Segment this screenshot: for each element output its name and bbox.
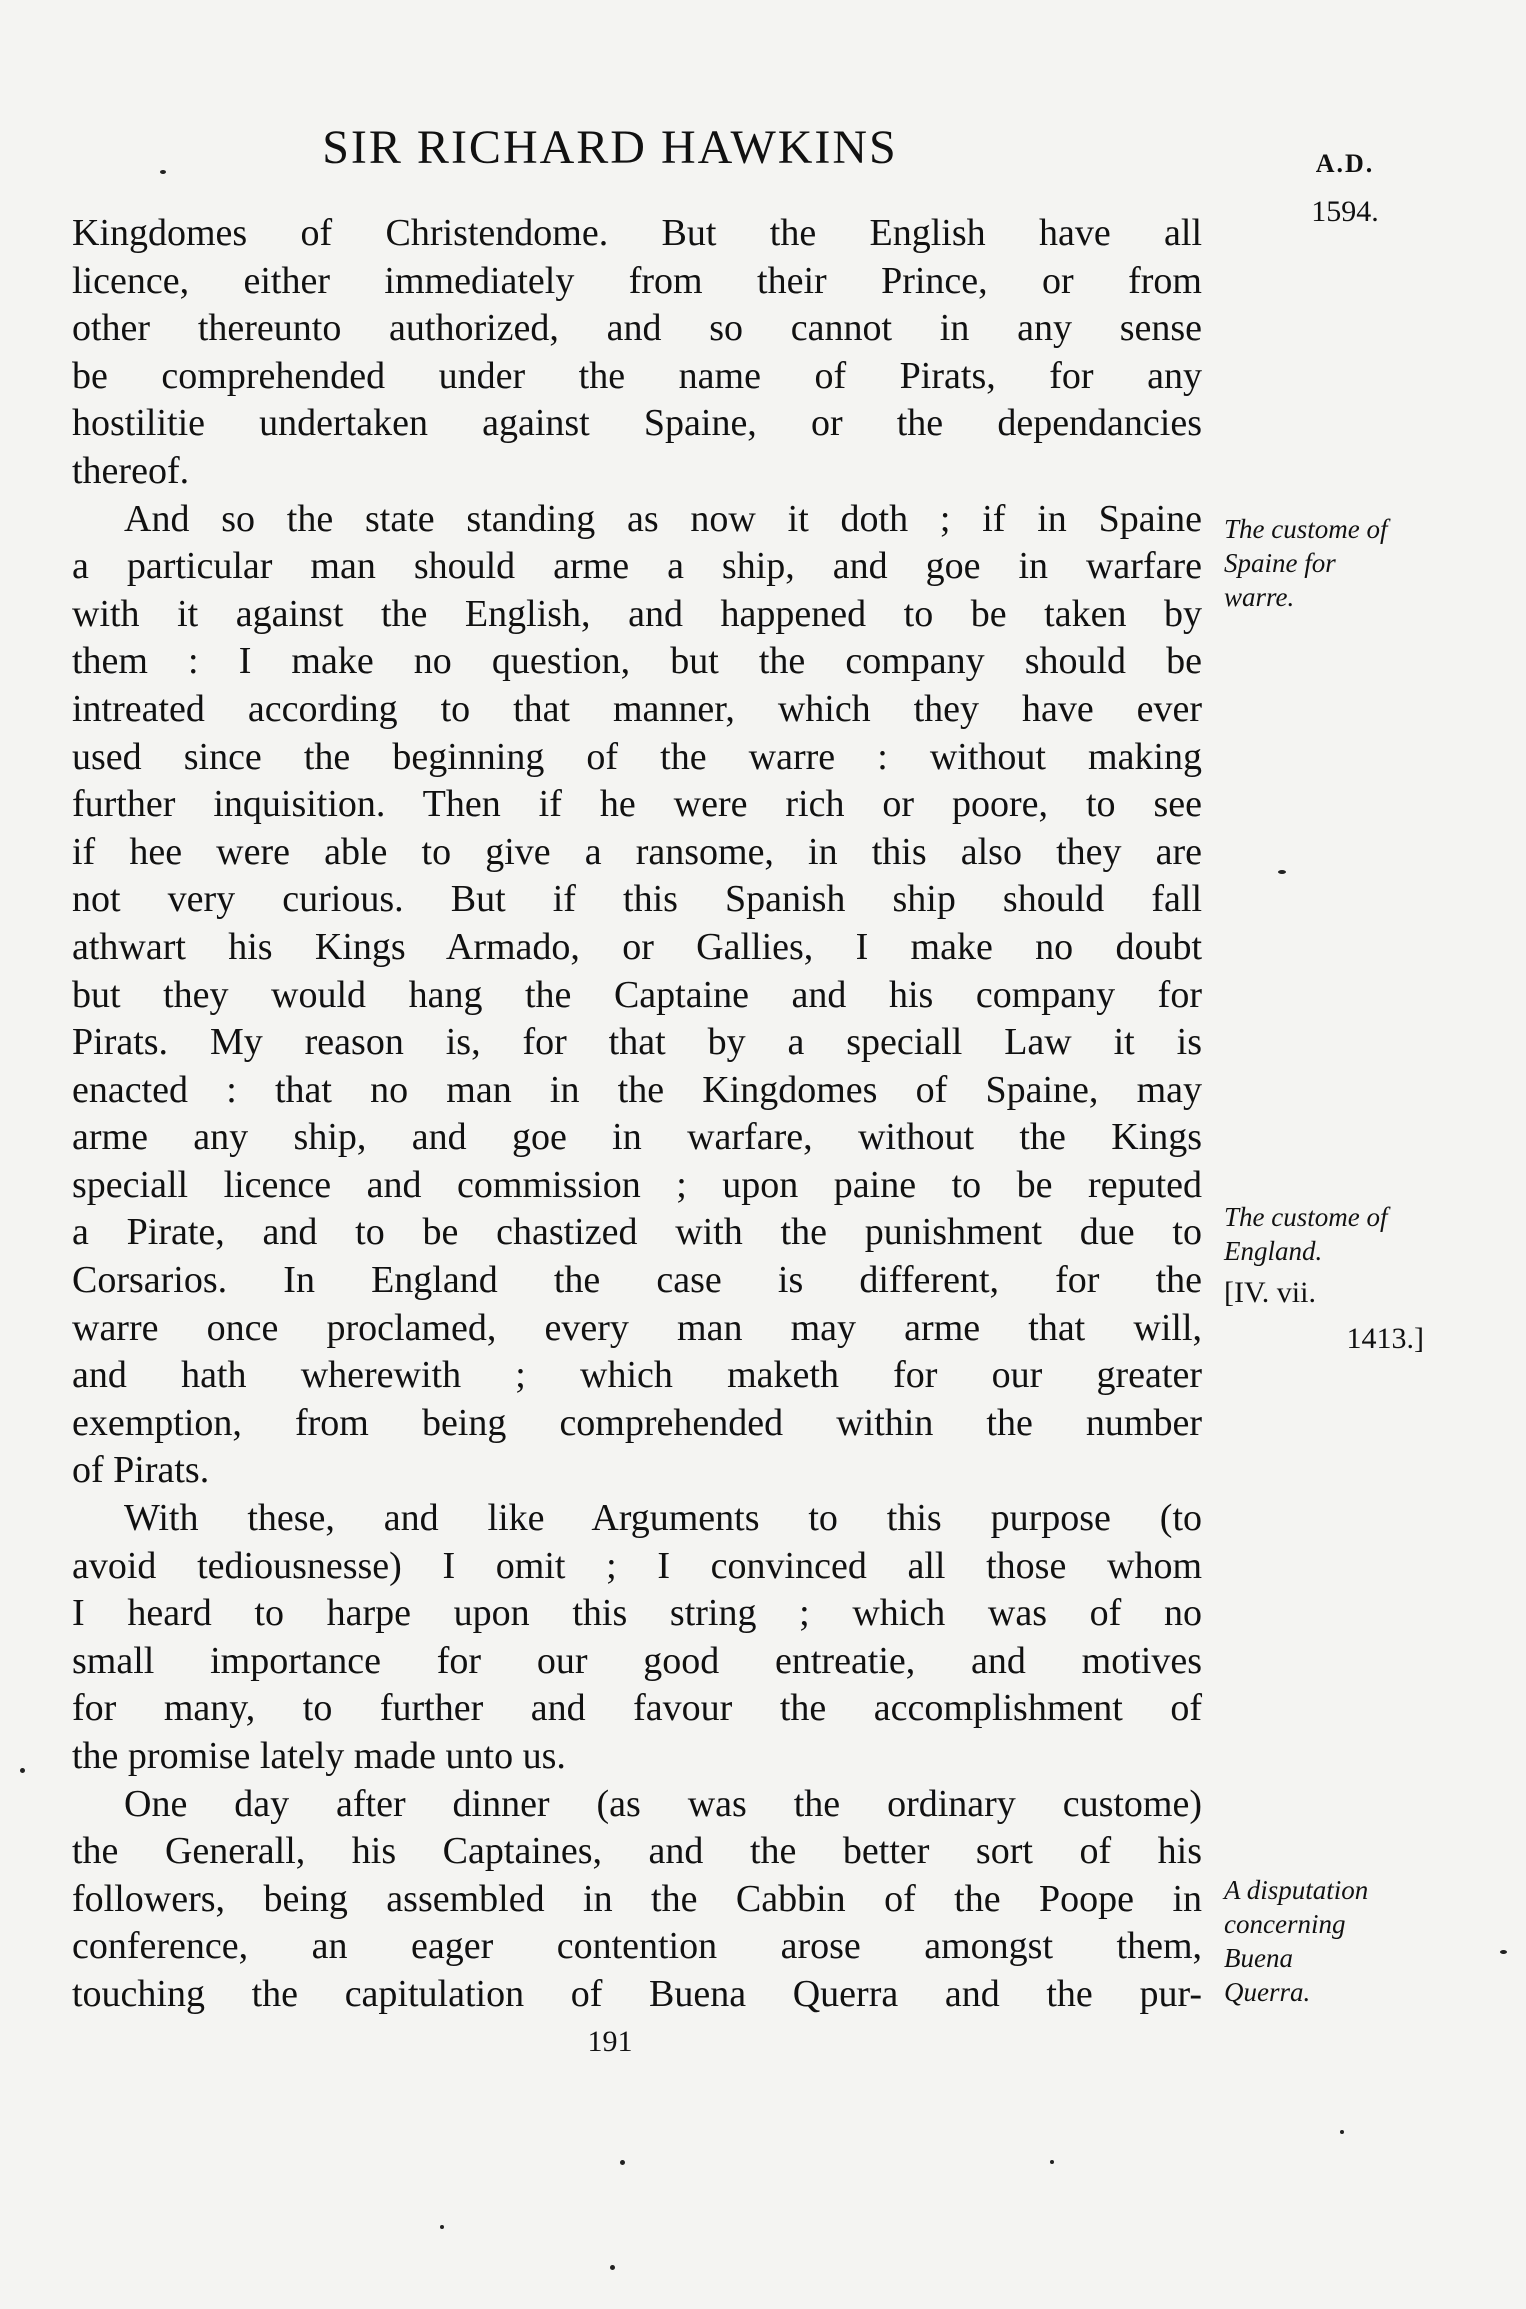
text-line: of Pirats. bbox=[72, 1449, 210, 1492]
scan-speck bbox=[610, 2265, 615, 2270]
running-head: SIR RICHARD HAWKINS bbox=[322, 121, 898, 174]
margin-note-england bbox=[1224, 1200, 1454, 1268]
margin-note-disputation bbox=[1224, 1873, 1454, 2009]
text-line: speciall licence and commission ; upon paine to be reputed bbox=[72, 1163, 1202, 1206]
text-line: with it against the English, and happened to be taken by bbox=[72, 592, 1202, 635]
text-line: conference, an eager contention arose amongst them, bbox=[72, 1925, 1202, 1968]
text-line: hostilitie undertaken against Spaine, or the dependancies bbox=[72, 402, 1202, 445]
text-line: them : I make no question, but the company should be bbox=[72, 640, 1202, 683]
side-date-year: 1594. bbox=[1311, 195, 1379, 228]
scan-speck bbox=[1340, 2130, 1344, 2134]
margin-ref-line: 1413.] bbox=[1346, 1322, 1424, 1355]
text-line: used since the beginning of the warre : without making bbox=[72, 735, 1202, 778]
scan-speck bbox=[440, 2225, 444, 2229]
scan-speck bbox=[1500, 1950, 1507, 1954]
text-line: and hath wherewith ; which maketh for our greater bbox=[72, 1354, 1202, 1397]
margin-note-line: warre. bbox=[1224, 582, 1295, 612]
text-line: the promise lately made unto us. bbox=[72, 1735, 566, 1777]
text-line: arme any ship, and goe in warfare, without the Kings bbox=[72, 1116, 1202, 1159]
text-line: but they would hang the Captaine and his company for bbox=[72, 973, 1202, 1016]
text-line: I heard to harpe upon this string ; which was of no bbox=[72, 1592, 1202, 1635]
text-line: One day after dinner (as was the ordinary custome) bbox=[124, 1782, 1202, 1825]
text-line: followers, being assembled in the Cabbin of the Poope in bbox=[72, 1877, 1202, 1920]
scan-speck bbox=[20, 1768, 25, 1773]
text-line: a Pirate, and to be chastized with the punishment due to bbox=[72, 1211, 1202, 1254]
margin-note-line: The custome of bbox=[1224, 514, 1388, 544]
scan-speck bbox=[620, 2160, 625, 2165]
margin-volume-reference bbox=[1224, 1270, 1424, 1362]
body-text bbox=[72, 210, 1202, 2019]
text-line: Pirats. My reason is, for that by a speciall Law it is bbox=[72, 1021, 1202, 1064]
scan-speck bbox=[160, 170, 166, 174]
text-line: avoid tediousnesse) I omit ; I convinced all those whom bbox=[72, 1544, 1202, 1587]
text-line: for many, to further and favour the accomplishment of bbox=[72, 1687, 1202, 1730]
text-line: touching the capitulation of Buena Querra and the pur- bbox=[72, 1972, 1202, 2015]
text-line: not very curious. But if this Spanish ship should fall bbox=[72, 878, 1202, 921]
scan-speck bbox=[1050, 2160, 1054, 2164]
margin-ref-line: [IV. vii. bbox=[1224, 1276, 1316, 1309]
text-line: athwart his Kings Armado, or Gallies, I make no doubt bbox=[72, 925, 1202, 968]
side-date bbox=[1290, 140, 1400, 236]
margin-note-line: England. bbox=[1224, 1236, 1323, 1266]
text-line: thereof. bbox=[72, 449, 190, 492]
text-line: small importance for our good entreatie, and motives bbox=[72, 1639, 1202, 1682]
text-line: the Generall, his Captaines, and the better sort of his bbox=[72, 1830, 1202, 1873]
text-line: intreated according to that manner, which they have ever bbox=[72, 687, 1202, 730]
scan-speck bbox=[1278, 870, 1286, 874]
margin-note-line: Querra. bbox=[1224, 1977, 1311, 2007]
margin-note-line: The custome of bbox=[1224, 1202, 1388, 1232]
text-line: warre once proclamed, every man may arme that will, bbox=[72, 1306, 1202, 1349]
text-line: if hee were able to give a ransome, in this also they are bbox=[72, 830, 1202, 873]
text-line: other thereunto authorized, and so cannot in any sense bbox=[72, 307, 1202, 350]
margin-note-line: Spaine for bbox=[1224, 548, 1336, 578]
margin-note-line: concerning bbox=[1224, 1909, 1346, 1939]
margin-note-line: A disputation bbox=[1224, 1875, 1369, 1905]
margin-note-line: Buena bbox=[1224, 1943, 1293, 1973]
page-number: 191 bbox=[587, 2025, 633, 2058]
text-line: Corsarios. In England the case is different, for the bbox=[72, 1259, 1202, 1302]
text-line: With these, and like Arguments to this purpose (to bbox=[124, 1497, 1202, 1540]
text-line: Kingdomes of Christendome. But the English have all bbox=[72, 212, 1202, 254]
text-line: And so the state standing as now it doth ; if in Spaine bbox=[124, 497, 1202, 540]
text-line: further inquisition. Then if he were rich or poore, to see bbox=[72, 783, 1202, 826]
side-date-era: A.D. bbox=[1315, 149, 1375, 178]
margin-note-spaine bbox=[1224, 512, 1454, 614]
text-line: licence, either immediately from their Prince, or from bbox=[72, 259, 1202, 302]
text-line: be comprehended under the name of Pirats, for any bbox=[72, 354, 1202, 397]
text-line: enacted : that no man in the Kingdomes of Spaine, may bbox=[72, 1068, 1202, 1111]
text-line: exemption, from being comprehended within the number bbox=[72, 1401, 1202, 1444]
text-line: a particular man should arme a ship, and goe in warfare bbox=[72, 545, 1202, 588]
